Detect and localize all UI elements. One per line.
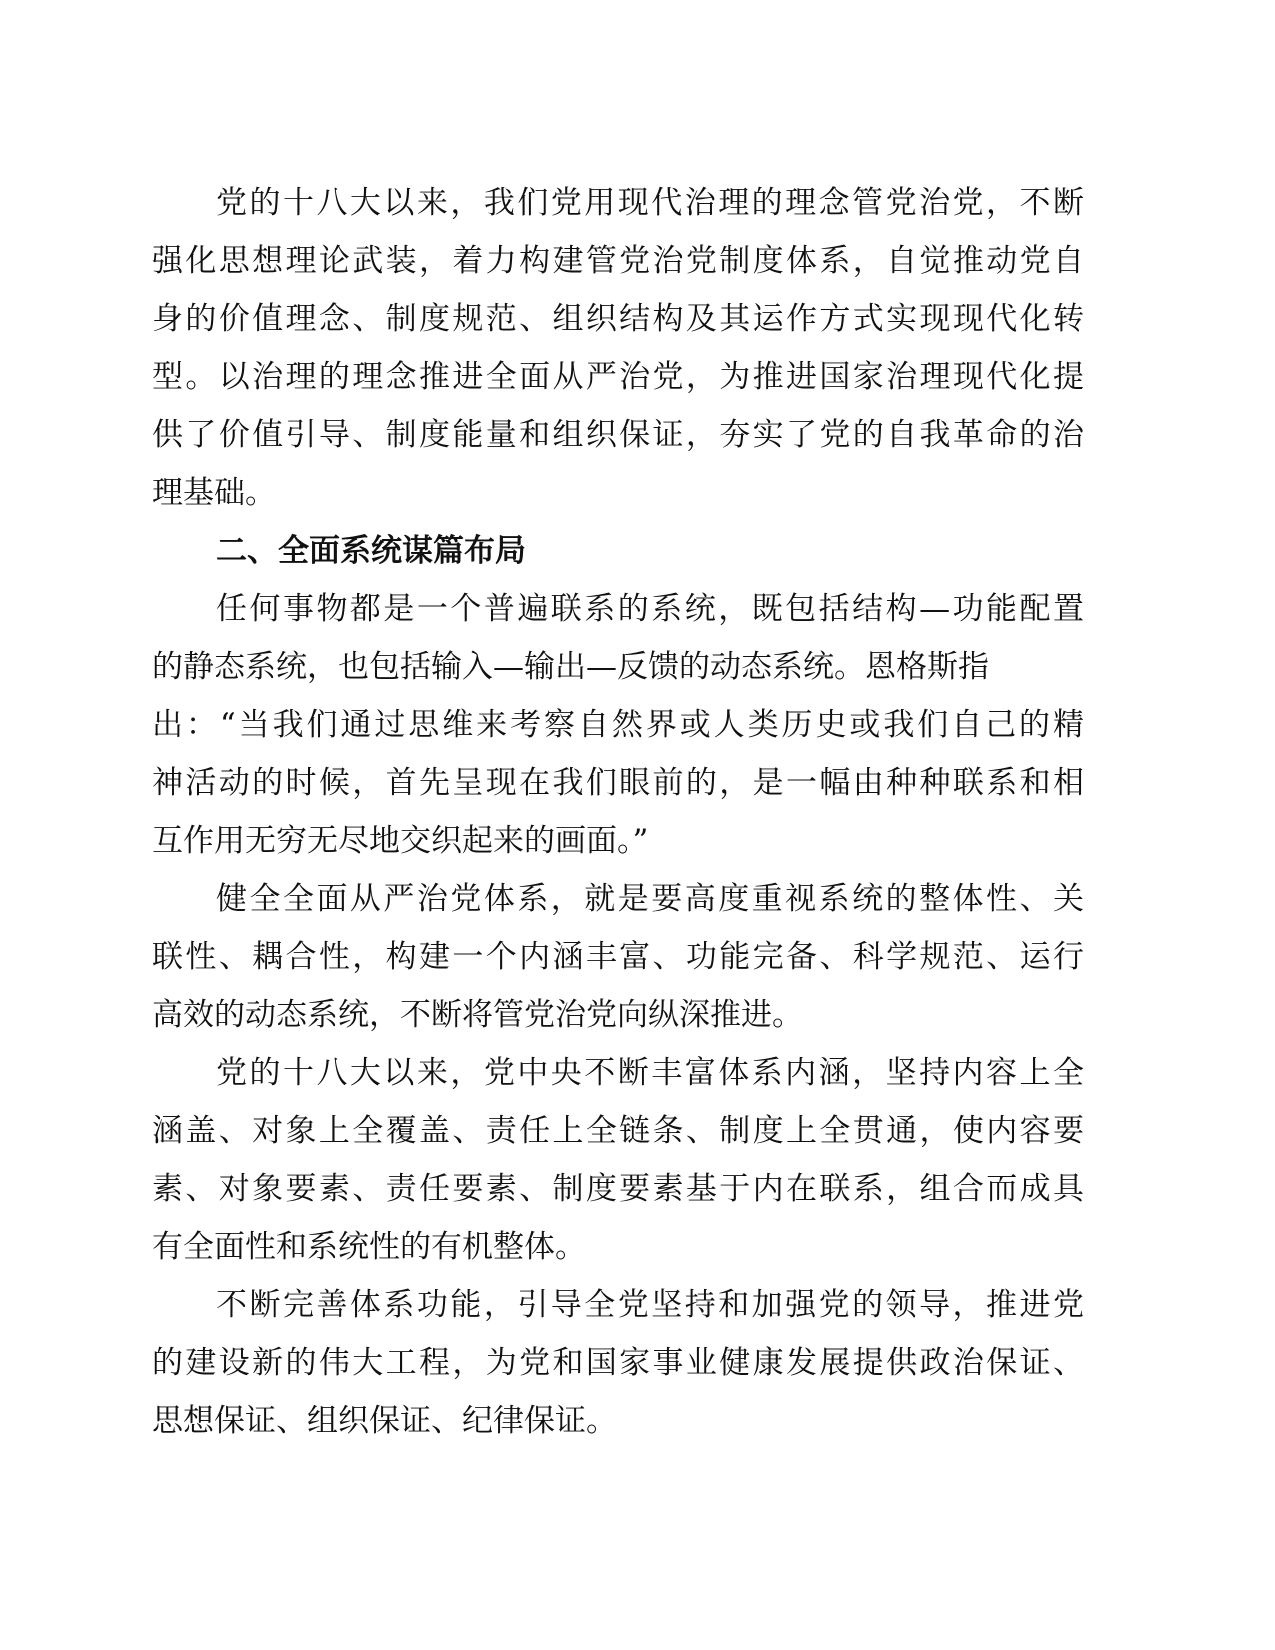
text-line: 的静态系统，也包括输入—输出—反馈的动态系统。恩格斯指 — [152, 649, 989, 685]
text-line: 身的价值理念、制度规范、组织结构及其运作方式实现现代化转 — [152, 301, 1084, 337]
heading-text: 二、全面系统谋篇布局 — [216, 533, 526, 569]
text-line: 党的十八大以来，我们党用现代治理的理念管党治党，不断 — [216, 185, 1084, 221]
text-line: 互作用无穷无尽地交织起来的画面。” — [152, 823, 649, 859]
text-line: 健全全面从严治党体系，就是要高度重视系统的整体性、关 — [216, 881, 1084, 917]
paragraph-2 — [152, 580, 1084, 870]
text-line: 理基础。 — [152, 475, 276, 511]
paragraph-5 — [152, 1276, 1084, 1450]
text-line: 的建设新的伟大工程，为党和国家事业健康发展提供政治保证、 — [152, 1345, 1084, 1381]
text-line: 联性、耦合性，构建一个内涵丰富、功能完备、科学规范、运行 — [152, 939, 1084, 975]
text-line: 素、对象要素、责任要素、制度要素基于内在联系，组合而成具 — [152, 1171, 1084, 1207]
text-line: 神活动的时候，首先呈现在我们眼前的，是一幅由种种联系和相 — [152, 765, 1084, 801]
text-line: 党的十八大以来，党中央不断丰富体系内涵，坚持内容上全 — [216, 1055, 1084, 1091]
text-line: 供了价值引导、制度能量和组织保证，夯实了党的自我革命的治 — [152, 417, 1084, 453]
paragraph-1 — [152, 174, 1084, 522]
text-line: 型。以治理的理念推进全面从严治党，为推进国家治理现代化提 — [152, 359, 1084, 395]
text-line: 涵盖、对象上全覆盖、责任上全链条、制度上全贯通，使内容要 — [152, 1113, 1084, 1149]
paragraph-4 — [152, 1044, 1084, 1276]
section-heading — [152, 522, 1084, 580]
paragraph-3 — [152, 870, 1084, 1044]
document-page — [152, 174, 1084, 1450]
text-line: 出：“当我们通过思维来考察自然界或人类历史或我们自己的精 — [152, 707, 1084, 743]
text-line: 强化思想理论武装，着力构建管党治党制度体系，自觉推动党自 — [152, 243, 1084, 279]
text-line: 思想保证、组织保证、纪律保证。 — [152, 1403, 617, 1439]
text-line: 任何事物都是一个普遍联系的系统，既包括结构—功能配置 — [216, 591, 1084, 627]
text-line: 高效的动态系统，不断将管党治党向纵深推进。 — [152, 997, 803, 1033]
text-line: 不断完善体系功能，引导全党坚持和加强党的领导，推进党 — [216, 1287, 1084, 1323]
text-line: 有全面性和系统性的有机整体。 — [152, 1229, 586, 1265]
